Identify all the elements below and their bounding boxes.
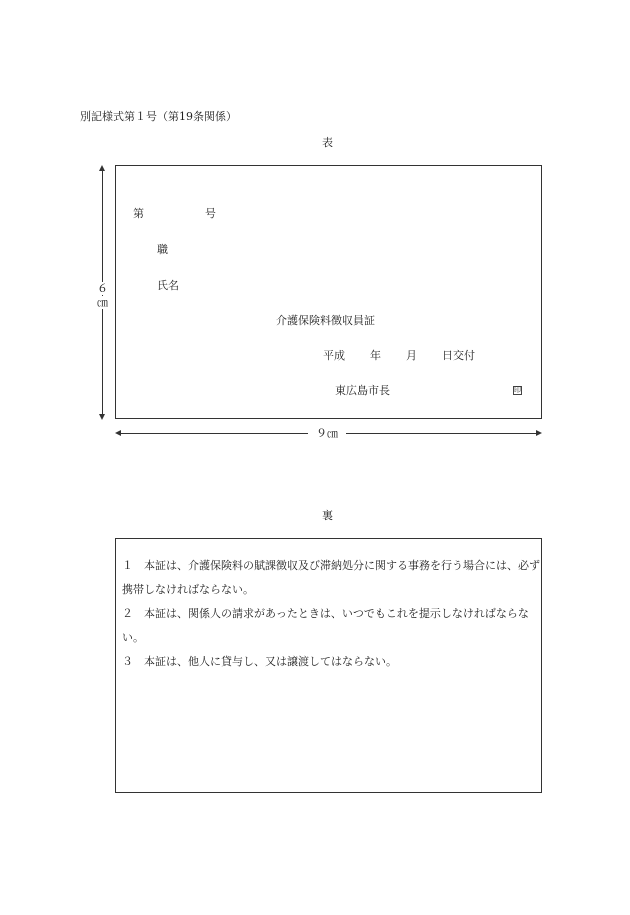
name-label: 氏名 — [157, 279, 179, 292]
height-arrow-top-icon — [99, 165, 105, 171]
back-note-1-text: 本証は、介護保険料の賦課徴収及び滞納処分に関する事務を行う場合には、必ず携帯しなければならない。 — [122, 559, 540, 596]
back-note-3 — [122, 650, 542, 674]
width-arrow-right-icon — [536, 430, 542, 436]
number-prefix: 第 — [133, 207, 144, 220]
issuer: 東広島市長 — [335, 384, 390, 397]
width-dimension-line-left — [118, 433, 308, 434]
issue-day-label: 日交付 — [442, 349, 475, 362]
back-note-1 — [122, 554, 542, 602]
issue-era: 平成 — [323, 349, 345, 362]
front-title: 表 — [322, 136, 333, 149]
front-card — [115, 165, 542, 419]
back-note-3-text: 本証は、他人に貸与し、又は譲渡してはならない。 — [144, 655, 397, 668]
height-label-unit: ㎝ — [97, 296, 108, 309]
back-note-3-number: ３ — [122, 655, 133, 668]
back-note-2-text: 本証は、関係人の請求があったときは、いつでもこれを提示しなければならない。 — [122, 607, 529, 644]
back-note-2 — [122, 602, 542, 650]
number-suffix: 号 — [205, 207, 216, 220]
width-label: ９㎝ — [316, 427, 338, 440]
issue-month-label: 月 — [406, 349, 417, 362]
width-dimension-line-right — [346, 433, 539, 434]
back-notes — [122, 554, 542, 674]
height-label-number: ６ — [97, 282, 108, 295]
height-arrow-bottom-icon — [99, 414, 105, 420]
issue-year-label: 年 — [370, 349, 381, 362]
back-note-1-number: １ — [122, 559, 133, 572]
width-arrow-left-icon — [115, 430, 121, 436]
back-note-2-number: ２ — [122, 607, 133, 620]
seal-icon: 印 — [514, 386, 521, 394]
position-label: 職 — [157, 243, 168, 256]
form-label: 別記様式第１号（第19条関係） — [80, 110, 237, 123]
card-name: 介護保険料徴収員証 — [276, 314, 375, 327]
back-title: 裏 — [322, 509, 333, 522]
